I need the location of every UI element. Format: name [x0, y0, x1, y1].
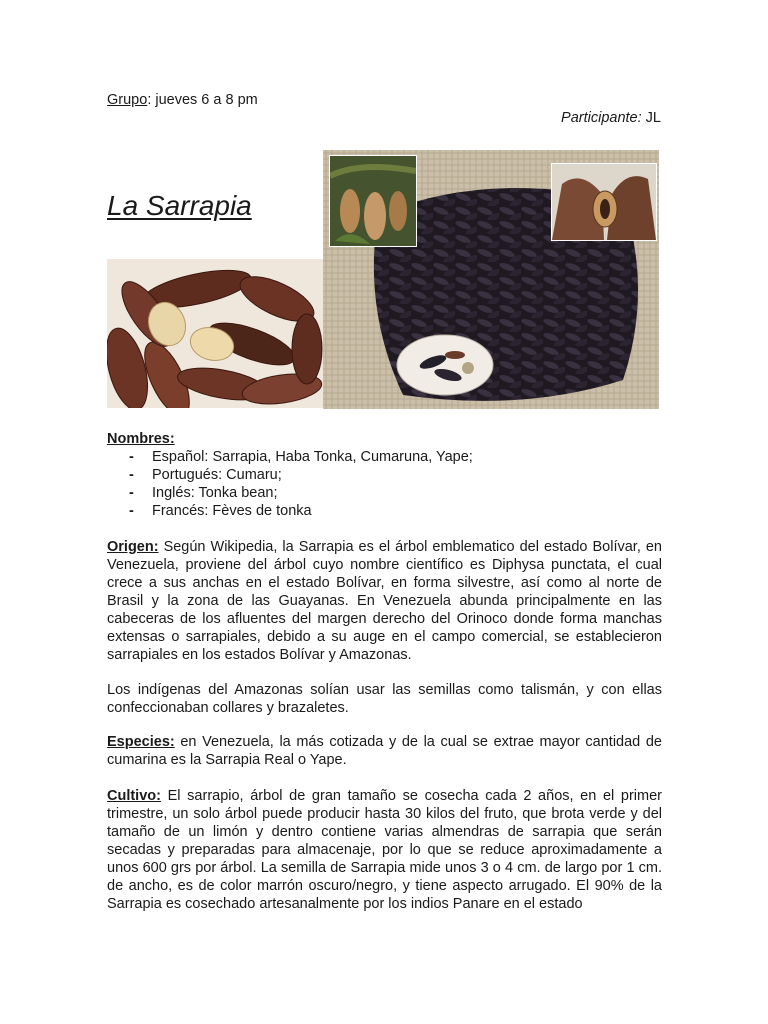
origen-paragraph [107, 538, 662, 664]
cultivo-heading: Cultivo: [107, 788, 161, 804]
hands-opening-pod-photo [551, 163, 657, 241]
list-item: - Francés: Fèves de tonka [107, 502, 662, 520]
participante-label: Participante: [561, 110, 642, 126]
grupo-value: : jueves 6 a 8 pm [147, 92, 258, 108]
grupo-label: Grupo [107, 92, 148, 108]
participante-value: JL [641, 110, 661, 126]
list-item: - Español: Sarrapia, Haba Tonka, Cumaruna, Yape; [107, 448, 662, 466]
list-item: - Inglés: Tonka bean; [107, 484, 662, 502]
especies-text: en Venezuela, la más cotizada y de la cual se extrae mayor cantidad de cumarina es la Sarrapia Real o Yape. [107, 734, 662, 768]
origen-text: Según Wikipedia, la Sarrapia es el árbol emblematico del estado Bolívar, en Venezuela, proviene del árbol cuyo nombre científico es Diphysa punctata, el cual crece a sus anchas en el estado Bolívar, en forma silvestre, así como al norte de Brasil y la zona de las Guayanas. En Venezuela abunda principalmente en las cabeceras de los afluentes del margen derecho del Orinoco donde forma manchas extensas o sarrapiales, debido a su auge en el campo comercial, se establecieron sarrapiales en los estados Bolívar y Amazonas. [107, 539, 662, 663]
nombres-heading: Nombres: [107, 431, 175, 447]
list-item: - Portugués: Cumaru; [107, 466, 662, 484]
especies-heading: Especies: [107, 734, 175, 750]
especies-paragraph [107, 733, 662, 769]
tonka-beans-photo [107, 259, 323, 408]
indigenas-paragraph [107, 681, 662, 717]
nombres-section [107, 430, 662, 520]
cultivo-paragraph [107, 787, 662, 913]
document-title: La Sarrapia [107, 190, 252, 221]
cultivo-text: El sarrapio, árbol de gran tamaño se cosecha cada 2 años, en el primer trimestre, un solo árbol puede producir hasta 30 kilos del fruto, que brota verde y del tamaño de un limón y dentro contiene varias almendras de sarrapia que serán secadas y preparadas para almacenaje, por lo que se reduce aproximadamente a unos 600 grs por árbol. La semilla de Sarrapia mide unos 3 o 4 cm. de largo por 1 cm. de ancho, es de color marrón oscuro/negro, y tiene aspecto arrugado. El 90% de la Sarrapia es cosechado artesanalmente por los indios Panare en el estado [107, 788, 662, 912]
grupo-line [107, 92, 258, 108]
nombres-list [107, 448, 662, 520]
tonka-pods-on-tree-photo [329, 155, 417, 247]
participante-line [561, 110, 661, 126]
indigenas-text: Los indígenas del Amazonas solían usar las semillas como talismán, y con ellas confeccionaban collares y brazaletes. [107, 682, 662, 716]
origen-heading: Origen: [107, 539, 159, 555]
